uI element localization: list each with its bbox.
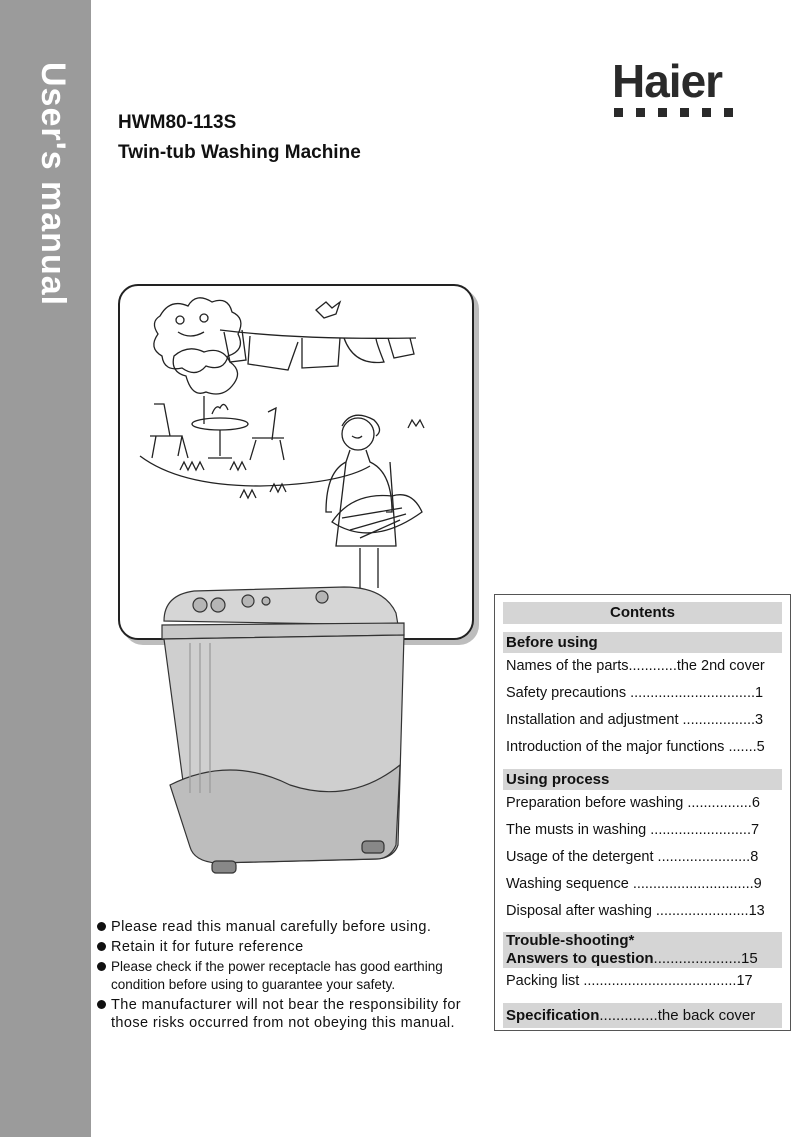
contents-box bbox=[494, 594, 791, 1031]
product-name: Twin-tub Washing Machine bbox=[118, 142, 361, 163]
spec-label: Specification bbox=[506, 1007, 600, 1024]
logo-text: Haier bbox=[612, 55, 723, 107]
section-trouble-shooting[interactable] bbox=[503, 932, 782, 968]
section-specification[interactable] bbox=[503, 1003, 782, 1028]
sidebar-title bbox=[8, 62, 83, 322]
toc-item[interactable]: Safety precautions ...............................1 bbox=[506, 685, 764, 701]
washing-machine-drawing bbox=[150, 585, 410, 885]
section-using-process: Using process bbox=[503, 769, 782, 790]
note-item: Please read this manual carefully before using. bbox=[97, 918, 492, 936]
toc-item[interactable]: Washing sequence ..............................9 bbox=[506, 876, 762, 892]
toc-item[interactable]: The musts in washing .........................7 bbox=[506, 822, 760, 838]
bullet-icon bbox=[97, 1000, 106, 1009]
toc-item[interactable]: Names of the parts............the 2nd cover bbox=[506, 658, 765, 674]
toc-item-packing[interactable]: Packing list ......................................17 bbox=[506, 973, 753, 989]
sidebar-band bbox=[0, 0, 91, 1137]
note-item: Please check if the power receptacle has good earthing condition before using to guarantee your safety. bbox=[97, 958, 492, 994]
toc-item[interactable]: Introduction of the major functions .......5 bbox=[506, 739, 765, 755]
answers-label: Answers to question bbox=[506, 950, 654, 967]
washing-machine-image bbox=[150, 585, 410, 885]
answers-page: .....................15 bbox=[653, 950, 758, 967]
model-number: HWM80-113S bbox=[118, 112, 237, 133]
note-item: Retain it for future reference bbox=[97, 938, 492, 956]
bullet-icon bbox=[97, 922, 106, 931]
toc-item[interactable]: Disposal after washing .......................13 bbox=[506, 903, 765, 919]
toc-item[interactable]: Usage of the detergent .......................8 bbox=[506, 849, 759, 865]
bullet-icon bbox=[97, 962, 106, 971]
toc-item[interactable]: Installation and adjustment ..................3 bbox=[506, 712, 764, 728]
contents-title: Contents bbox=[503, 602, 782, 624]
sidebar-title-text: User's manual bbox=[34, 62, 72, 307]
haier-logo bbox=[612, 55, 762, 120]
logo-dots bbox=[614, 108, 762, 117]
bullet-icon bbox=[97, 942, 106, 951]
usage-notes bbox=[97, 918, 492, 1033]
trouble-heading: Trouble-shooting* bbox=[506, 932, 635, 949]
section-before-using: Before using bbox=[503, 632, 782, 653]
toc-item[interactable]: Preparation before washing ................6 bbox=[506, 795, 760, 811]
spec-page: ..............the back cover bbox=[599, 1007, 756, 1024]
note-item: The manufacturer will not bear the responsibility for those risks occurred from not obeying this manual. bbox=[97, 996, 492, 1032]
